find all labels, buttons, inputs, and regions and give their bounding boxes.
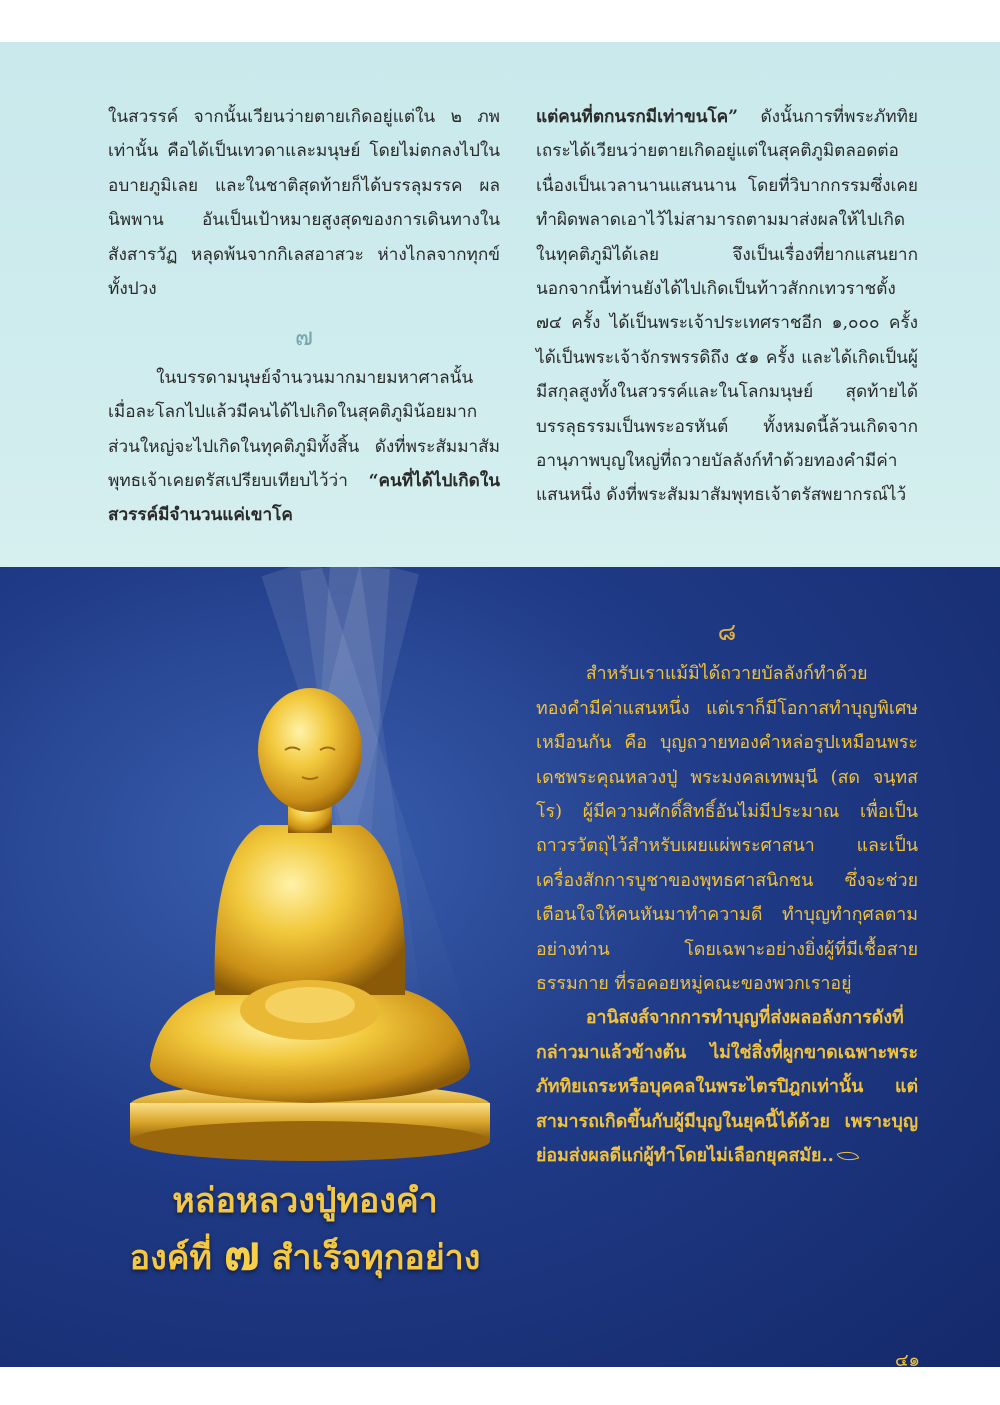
- section-number-8: ๘: [717, 618, 737, 646]
- right-paragraph-text: ดังนั้นการที่พระภัททิยเถระได้เวียนว่ายตายเกิดอยู่แต่ในสุคติภูมิตลอดต่อเนื่องเป็นเวลานานแสนนาน โดยที่วิบากกรรมซึ่งเคยทำผิดพลาดเอาไว้ไม่สามารถตามมาส่งผลให้ไปเกิดในทุคติภูมิได้เลย จึงเป็นเรื่องที่ยากแสนยาก นอกจากนี้ท่านยังได้ไปเกิดเป็นท้าวสักกเทวราชตั้ง ๗๔ ครั้ง ได้เป็นพระเจ้าประเทศราชอีก ๑,๐๐๐ ครั้ง ได้เป็นพระเจ้าจักรพรรดิถึง ๕๑ ครั้ง และได้เกิดเป็นผู้มีสกุลสูงทั้งในสวรรค์และในโลกมนุษย์ สุดท้ายได้บรรลุธรรมเป็นพระอรหันต์ ทั้งหมดนี้ล้วนเกิดจากอานุภาพบุญใหญ่ที่ถวายบัลลังก์ทำด้วยทองคำมีค่าแสนหนึ่ง ดังที่พระสัมมาสัมพุทธเจ้าตรัสพยากรณ์ไว้: [536, 107, 918, 506]
- caption-line-2: [90, 1227, 520, 1284]
- quote-end: แต่คนที่ตกนรกมีเท่าขนโค”: [536, 107, 739, 127]
- caption-line-2-pre: องค์ที่: [129, 1238, 212, 1278]
- right-paragraph: [536, 100, 918, 513]
- leaf-icon: [836, 1147, 859, 1165]
- gold-column: [536, 615, 918, 1174]
- section-number-7: ๗: [294, 323, 314, 352]
- left-paragraph-2: [108, 361, 500, 533]
- left-paragraph-2-text: ในบรรดามนุษย์จำนวนมากมายมหาศาลนั้น เมื่อละโลกไปแล้วมีคนได้ไปเกิดในสุคติภูมิน้อยมาก ส่วนใหญ่จะไปเกิดในทุคติภูมิทั้งสิ้น ดังที่พระสัมมาสัมพุทธเจ้าเคยตรัสเปรียบเทียบไว้ว่า: [108, 367, 500, 492]
- golden-monk-statue: [120, 665, 500, 1165]
- caption-number: ๗: [223, 1225, 260, 1281]
- right-column: [536, 100, 918, 513]
- left-column: [108, 100, 500, 533]
- caption-line-1: หล่อหลวงปู่ทองคำ: [172, 1181, 438, 1221]
- caption-line-2-post: สำเร็จทุกอย่าง: [271, 1238, 481, 1278]
- statue-caption: [90, 1175, 520, 1284]
- gold-paragraph-2: [536, 1001, 918, 1173]
- gold-paragraph-1: สำหรับเราแม้มิได้ถวายบัลลังก์ทำด้วยทองคำมีค่าแสนหนึ่ง แต่เราก็มีโอกาสทำบุญพิเศษเหมือนกัน คือ บุญถวายทองคำหล่อรูปเหมือนพระเดชพระคุณหลวงปู่ พระมงคลเทพมุนี (สด จนฺทสโร) ผู้มีความศักดิ์สิทธิ์อันไม่มีประมาณ เพื่อเป็นถาวรวัตถุไว้สำหรับเผยแผ่พระศาสนา และเป็นเครื่องสักการบูชาของพุทธศาสนิกชน ซึ่งจะช่วยเตือนใจให้คนหันมาทำความดี ทำบุญทำกุศลตามอย่างท่าน โดยเฉพาะอย่างยิ่งผู้ที่มีเชื้อสายธรรมกาย ที่รอคอยหมู่คณะของพวกเราอยู่: [536, 663, 918, 995]
- page-number: ๔๑: [894, 1350, 920, 1371]
- gold-paragraph-2-text: อานิสงส์จากการทำบุญที่ส่งผลอลังการดังที่กล่าวมาแล้วข้างต้น ไม่ใช่สิ่งที่ผูกขาดเฉพาะพระภัททิยเถระหรือบุคคลในพระไตรปิฎกเท่านั้น แต่สามารถเกิดขึ้นกับผู้มีบุญในยุคนี้ได้ด้วย เพราะบุญย่อมส่งผลดีแก่ผู้ทำโดยไม่เลือกยุคสมัย..: [536, 1007, 918, 1167]
- quote-start: “คนที่ได้ไปเกิดในสวรรค์มีจำนวนแค่เขาโค: [108, 471, 500, 526]
- left-paragraph-1: ในสวรรค์ จากนั้นเวียนว่ายตายเกิดอยู่แต่ใน ๒ ภพเท่านั้น คือได้เป็นเทวดาและมนุษย์ โดยไม่ตกลงไปในอบายภูมิเลย และในชาติสุดท้ายก็ได้บรรลุมรรค ผล นิพพาน อันเป็นเป้าหมายสูงสุดของการเดินทางในสังสารวัฏ หลุดพ้นจากกิเลสอาสวะ ห่างไกลจากทุกข์ทั้งปวง: [108, 107, 500, 300]
